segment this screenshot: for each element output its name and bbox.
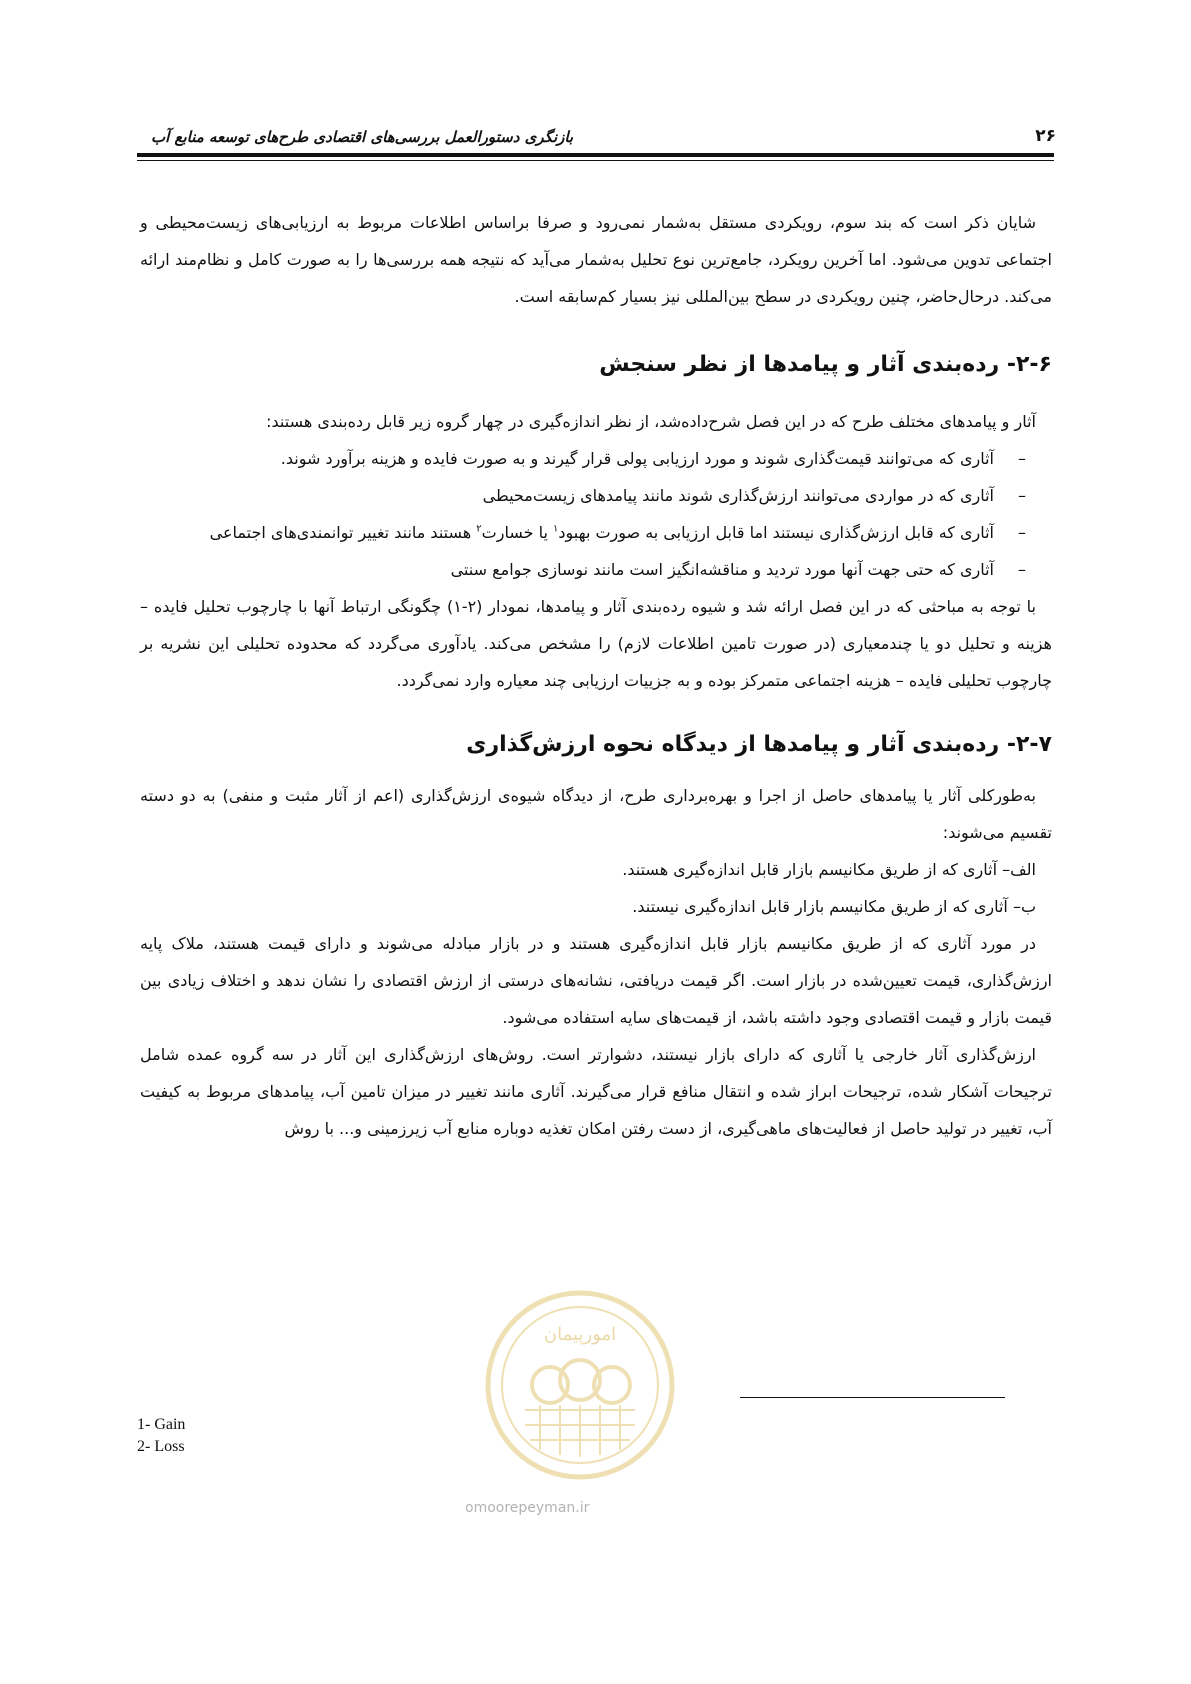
intro-paragraph: شایان ذکر است که بند سوم، رویکردی مستقل به‌شمار نمی‌رود و صرفا براساس اطلاعات مربوط به ارزیابی‌های زیست‌محیطی و اجتماعی تدوین می‌شود. اما آخرین رویکرد، جامع‌ترین نوع تحلیل به‌شمار می‌آید که نتیجه همه بررسی‌ها را به صورت کامل و نظام‌مند ارائه می‌کند. درحال‌حاضر، چنین رویکردی در سطح بین‌المللی نیز بسیار کم‌سابقه است. [140,213,1052,306]
dash-bullet: – [1018,560,1026,579]
list-item-text-part: هستند مانند تغییر توانمندی‌های اجتماعی [209,523,477,542]
dash-bullet: – [1018,486,1026,505]
footnotes [137,1414,185,1458]
list-item-text: آثاری که در مواردی می‌توانند ارزش‌گذاری شوند مانند پیامدهای زیست‌محیطی [482,486,994,505]
page-body [140,204,1052,1147]
watermark-seal-label: امورپیمان [543,1324,617,1345]
footnote-2: 2- Loss [137,1438,185,1455]
watermark-url: omoorepeyman.ir [465,1500,590,1516]
section1-intro: آثار و پیامدهای مختلف طرح که در این فصل شرح‌داده‌شد، از نظر اندازه‌گیری در چهار گروه زیر قابل رده‌بندی هستند: [266,412,1036,431]
page-number: ۲۶ [1035,126,1056,146]
list-item [140,551,1052,588]
section2-para1: در مورد آثاری که از طریق مکانیسم بازار قابل اندازه‌گیری هستند و در بازار مبادله می‌شوند و دارای قیمت هستند، ملاک پایه ارزش‌گذاری، قیمت تعیین‌شده در بازار است. اگر قیمت دریافتی، نشانه‌های درستی از ارزش اقتصادی را نشان ندهد و اختلاف زیادی بین قیمت بازار و قیمت اقتصادی وجود داشته باشد، از قیمت‌های سایه استفاده می‌شود. [140,934,1052,1027]
section1-list [140,440,1052,588]
list-item-text: آثاری که حتی جهت آنها مورد تردید و مناقشه‌انگیز است مانند نوسازی جوامع سنتی [450,560,994,579]
list-item-text-part: یا خسارت [481,523,553,542]
header-rule-thick [137,153,1054,157]
section-heading-2-6: ۲-۶- رده‌بندی آثار و پیامدها از نظر سنجش [599,352,1052,377]
footnote-ref-1: ۱ [552,523,559,535]
list-item [140,440,1052,477]
list-item-text: آثاری که می‌توانند قیمت‌گذاری شوند و مورد ارزیابی پولی قرار گیرند و به صورت فایده و هزینه برآورد شوند. [280,449,994,468]
section-heading-2-7: ۲-۷- رده‌بندی آثار و پیامدها از دیدگاه نحوه ارزش‌گذاری [466,732,1052,757]
watermark-seal-icon [480,1285,680,1485]
section2-para2: ارزش‌گذاری آثار خارجی یا آثاری که دارای بازار نیستند، دشوارتر است. روش‌های ارزش‌گذاری این آثار در سه گروه عمده شامل ترجیحات آشکار شده، ترجیحات ابراز شده و انتقال منافع قرار می‌گیرند. آثاری مانند تغییر در میزان تامین آب، پیامدهای مربوط به کیفیت آب، تغییر در تولید حاصل از فعالیت‌های ماهی‌گیری، از دست رفتن امکان تغذیه دوباره منابع آب زیرزمینی و... با روش [140,1045,1052,1138]
list-item-a: الف– آثاری که از طریق مکانیسم بازار قابل اندازه‌گیری هستند. [622,860,1036,879]
running-header-title: بازنگری دستورالعمل بررسی‌های اقتصادی طرح‌های توسعه منابع آب [151,128,574,146]
footnote-rule [740,1397,1005,1398]
footnote-1: 1- Gain [137,1416,186,1433]
dash-bullet: – [1018,523,1026,542]
dash-bullet: – [1018,449,1026,468]
header-rule-thin [137,160,1054,161]
list-item [140,477,1052,514]
section1-closing: با توجه به مباحثی که در این فصل ارائه شد و شیوه رده‌بندی آثار و پیامدها، نمودار (۲-۱) چگونگی ارتباط آنها با چارچوب تحلیل فایده – هزینه و تحلیل دو یا چندمعیاری (در صورت تامین اطلاعات لازم) را مشخص می‌کند. یادآوری می‌گردد که محدوده تحلیلی این نشریه بر چارچوب تحلیلی فایده – هزینه اجتماعی متمرکز بوده و به جزییات ارزیابی چند معیاره وارد نمی‌گردد. [140,597,1052,690]
list-item-text-part: آثاری که قابل ارزش‌گذاری نیستند اما قابل ارزیابی به صورت بهبود [558,523,994,542]
list-item-b: ب– آثاری که از طریق مکانیسم بازار قابل اندازه‌گیری نیستند. [632,897,1036,916]
footnote-ref-2: ۲ [476,523,482,535]
section2-intro: به‌طورکلی آثار یا پیامدهای حاصل از اجرا و بهره‌برداری طرح، از دیدگاه شیوه‌ی ارزش‌گذاری (اعم از آثار مثبت و منفی) به دو دسته تقسیم می‌شوند: [140,786,1052,842]
list-item [140,514,1052,551]
